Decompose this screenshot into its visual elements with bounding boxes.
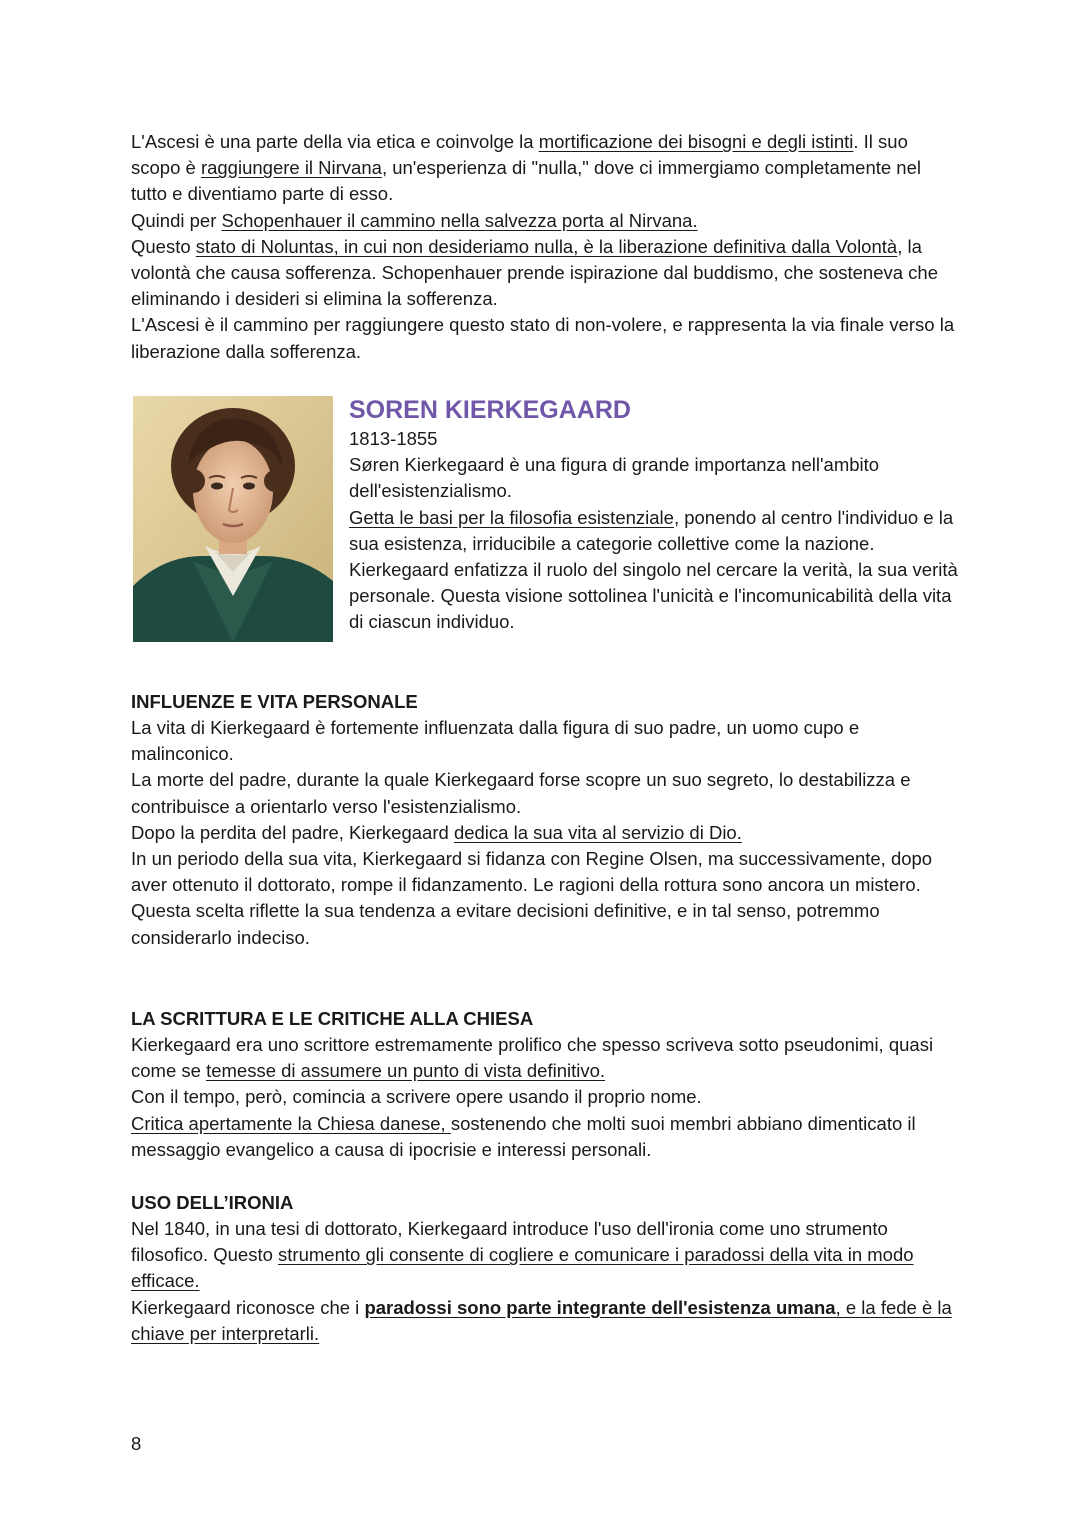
paragraph (131, 1295, 961, 1347)
intro-text: L'Ascesi è il cammino per raggiungere questo stato di non-volere, e rappresenta la via finale verso la liberazione dalla sofferenza. (131, 314, 955, 362)
intro-paragraph (131, 129, 961, 365)
section-writing (131, 1032, 961, 1163)
bio-paragraph: Kierkegaard enfatizza il ruolo del singolo nel cercare la verità, la sua verità personale. Questa visione sottolinea l'unicità e l'incomunicabilità della vita di ciascun individuo. (349, 559, 958, 633)
paragraph (131, 1216, 961, 1295)
text: Nel 1840, in una tesi di dottorato, Kierkegaard introduce l'uso dell'ironia come uno strumento filosofico. Questo (131, 1218, 888, 1266)
bio-paragraph (349, 505, 959, 557)
intro-underlined: mortificazione dei bisogni e degli istinti (538, 131, 854, 152)
intro-text: Questo (131, 235, 196, 257)
text: Kierkegaard riconosce che i (131, 1296, 365, 1318)
paragraph: La vita di Kierkegaard è fortemente influenzata dalla figura di suo padre, un uomo cupo e malinconico. (131, 717, 860, 765)
text: Dopo la perdita del padre, Kierkegaard (131, 821, 454, 843)
section-influences (131, 715, 961, 951)
underlined-text: strumento gli consente di cogliere e comunicare i paradossi della vita in modo efficace. (131, 1244, 914, 1292)
intro-underlined: raggiungere il Nirvana (200, 157, 382, 179)
paragraph (131, 1111, 961, 1163)
underlined-text: Critica apertamente la Chiesa danese, (131, 1112, 451, 1134)
intro-text: , un'esperienza di "nulla," dove ci immergiamo completamente nel tutto e diventiamo parte di esso. (131, 157, 921, 205)
life-years: 1813-1855 (349, 428, 438, 449)
underlined-text: dedica la sua vita al servizio di Dio. (453, 821, 742, 843)
section-heading: INFLUENZE E VITA PERSONALE (131, 691, 418, 712)
section-irony (131, 1216, 961, 1347)
underlined-text: temesse di assumere un punto di vista definitivo. (206, 1060, 606, 1082)
paragraph (131, 1032, 961, 1084)
person-name: SOREN KIERKEGAARD (349, 396, 631, 424)
bold-underlined-text: paradossi sono parte integrante dell'esistenza umana (364, 1296, 836, 1318)
text: Kierkegaard era uno scrittore estremamente prolifico che spesso scriveva sotto pseudonimi, quasi come se (131, 1034, 934, 1082)
bio-section (349, 394, 959, 636)
intro-text: L'Ascesi è una parte della via etica e coinvolge la (131, 131, 539, 152)
section-heading: LA SCRITTURA E LE CRITICHE ALLA CHIESA (131, 1008, 534, 1029)
paragraph (131, 820, 961, 846)
paragraph: Con il tempo, però, comincia a scrivere opere usando il proprio nome. (131, 1086, 702, 1108)
bio-text: , ponendo al centro l'individuo e la sua esistenza, irriducibile a categorie collettive come la nazione. (349, 506, 954, 554)
intro-text: . Il suo scopo è (131, 131, 908, 179)
bio-underlined: Getta le basi per la filosofia esistenziale (349, 506, 674, 528)
intro-text: Quindi per (131, 209, 222, 231)
paragraph: La morte del padre, durante la quale Kierkegaard forse scopre un suo segreto, lo destabilizza e contribuisce a orientarlo verso l'esistenzialismo. (131, 769, 911, 817)
intro-underlined: Schopenhauer il cammino nella salvezza porta al Nirvana. (221, 209, 698, 231)
underlined-text: , e la fede è la chiave per interpretarli. (131, 1296, 952, 1344)
section-heading: USO DELL’IRONIA (131, 1192, 294, 1213)
intro-text: , la volontà che causa sofferenza. Schopenhauer prende ispirazione dal buddismo, che sosteneva che eliminando i desideri si elimina la sofferenza. (131, 235, 938, 310)
text: sostenendo che molti suoi membri abbiano dimenticato il messaggio evangelico a causa di ipocrisie e interessi personali. (131, 1112, 916, 1160)
intro-underlined: stato di Noluntas, in cui non desideriamo nulla, è la liberazione definitiva dalla Volontà (195, 235, 898, 257)
bio-paragraph: Søren Kierkegaard è una figura di grande importanza nell'ambito dell'esistenzialismo. (349, 454, 880, 502)
page-number: 8 (131, 1433, 142, 1454)
kierkegaard-portrait (133, 396, 333, 642)
paragraph: Questa scelta riflette la sua tendenza a evitare decisioni definitive, e in tal senso, potremmo considerarlo indeciso. (131, 900, 880, 948)
paragraph: In un periodo della sua vita, Kierkegaard si fidanza con Regine Olsen, ma successivamente, dopo aver ottenuto il dottorato, rompe il fidanzamento. Le ragioni della rottura sono ancora un mistero. (131, 848, 933, 896)
